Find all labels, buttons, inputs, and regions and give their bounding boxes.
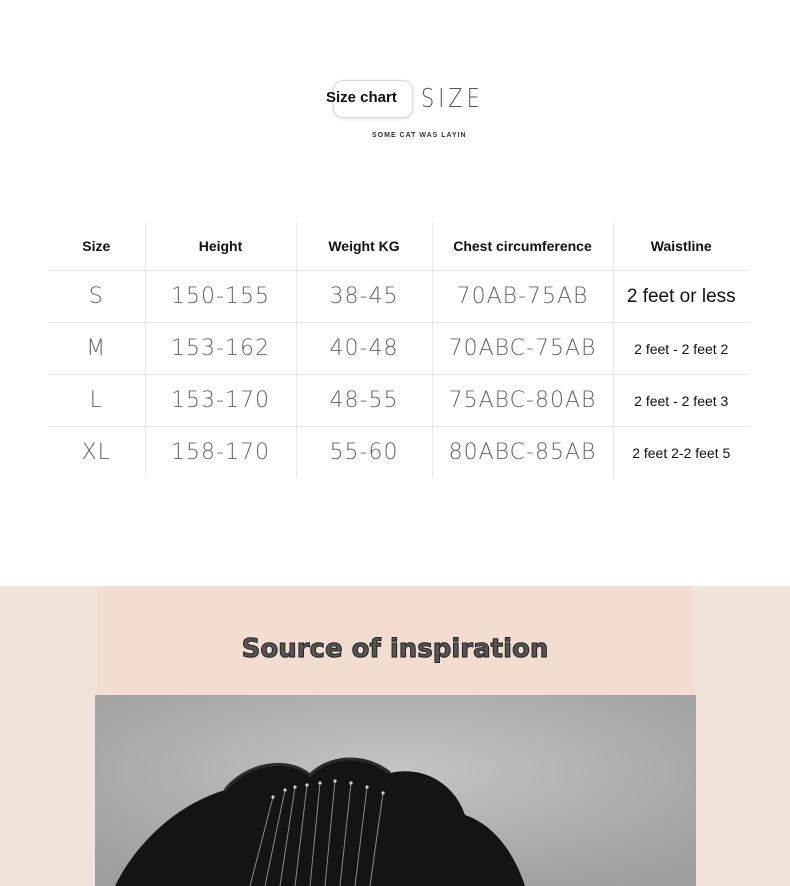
cell-weight: 48-55 (296, 375, 432, 427)
inspiration-title: Source of inspiration (241, 634, 549, 664)
cell-height: 153-162 (145, 323, 296, 375)
column-header-size: Size (48, 222, 145, 271)
cell-weight: 38-45 (296, 271, 432, 323)
ruffled-fabric-image (95, 695, 696, 886)
cell-waistline: 2 feet - 2 feet 3 (613, 375, 749, 427)
size-chart-pill (326, 80, 413, 118)
size-heading: SIZE (421, 84, 484, 114)
table-row (48, 427, 749, 479)
column-header-weight: Weight KG (296, 222, 432, 271)
size-table (48, 222, 749, 478)
cell-size: S (48, 271, 145, 323)
cell-waistline: 2 feet 2-2 feet 5 (613, 427, 749, 479)
size-chart-header (0, 80, 790, 150)
cell-waistline: 2 feet - 2 feet 2 (613, 323, 749, 375)
cell-chest: 75ABC-80AB (432, 375, 613, 427)
table-row (48, 271, 749, 323)
cell-size: L (48, 375, 145, 427)
table-row (48, 375, 749, 427)
cell-height: 150-155 (145, 271, 296, 323)
inspiration-section (0, 586, 790, 886)
cell-size: M (48, 323, 145, 375)
cell-waistline: 2 feet or less (613, 271, 749, 323)
column-header-height: Height (145, 222, 296, 271)
tagline: SOME CAT WAS LAYIN (372, 132, 467, 139)
table-row (48, 323, 749, 375)
column-header-waistline: Waistline (613, 222, 749, 271)
cell-height: 158-170 (145, 427, 296, 479)
cell-height: 153-170 (145, 375, 296, 427)
table-header-row (48, 222, 749, 271)
inspiration-photo (95, 695, 696, 886)
cell-size: XL (48, 427, 145, 479)
cell-weight: 55-60 (296, 427, 432, 479)
cell-weight: 40-48 (296, 323, 432, 375)
column-header-chest: Chest circumference (432, 222, 613, 271)
size-chart-label: Size chart (326, 89, 397, 106)
cell-chest: 70AB-75AB (432, 271, 613, 323)
cell-chest: 70ABC-75AB (432, 323, 613, 375)
cell-chest: 80ABC-85AB (432, 427, 613, 479)
